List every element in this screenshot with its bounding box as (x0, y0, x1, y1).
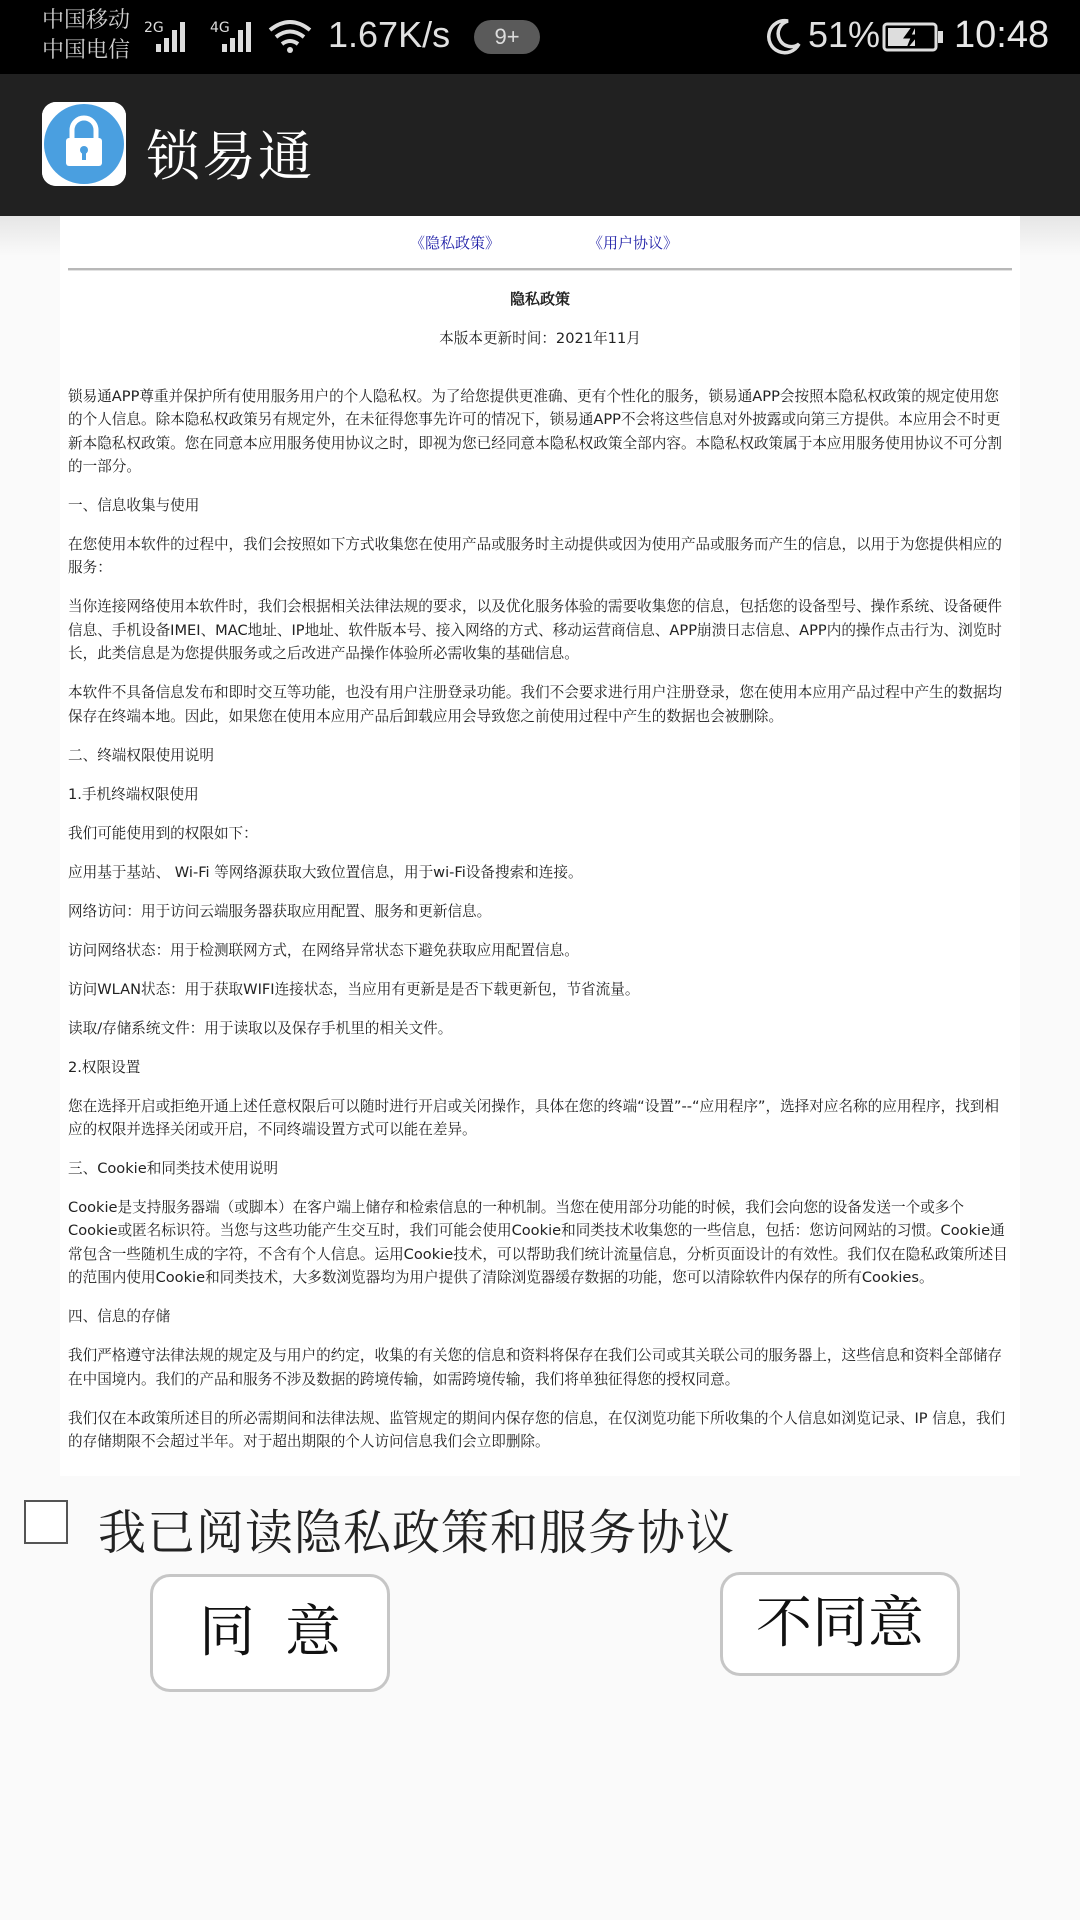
paragraph: 本软件不具备信息发布和即时交互等功能，也没有用户注册登录功能。我们不会要求进行用户注册登录，您在使用本应用产品过程中产生的数据均保存在终端本地。因此，如果您在使用本应用产品后卸载应用会导致您之前使用过程中产生的数据也会被删除。 (68, 684, 1003, 725)
document-updated: 本版本更新时间：2021年11月 (439, 330, 641, 348)
section-heading: 二、终端权限使用说明 (68, 746, 214, 764)
lock-icon (42, 102, 126, 186)
paragraph: 读取/存储系统文件：用于读取以及保存手机里的相关文件。 (68, 1019, 453, 1037)
privacy-document[interactable] (60, 216, 1020, 1476)
notification-count-badge: 9+ (474, 20, 540, 54)
clock: 10:48 (954, 14, 1050, 56)
paragraph: 我们可能使用到的权限如下： (68, 824, 258, 842)
paragraph: 应用基于基站、 Wi-Fi 等网络源获取大致位置信息，用于wi-Fi设备搜索和连接。 (68, 863, 583, 881)
user-agreement-link[interactable]: 《用户协议》 (588, 234, 679, 252)
document-title: 隐私政策 (509, 290, 570, 308)
carrier-1: 中国移动 (42, 8, 131, 33)
consent-label[interactable]: 我已阅读隐私政策和服务协议 (98, 1505, 736, 1561)
disagree-button[interactable]: 不同意 (720, 1572, 960, 1676)
subsection-heading: 1.手机终端权限使用 (68, 785, 199, 803)
paragraph: 在您使用本软件的过程中，我们会按照如下方式收集您在使用产品或服务时主动提供或因为使用产品或服务而产生的信息，以用于为您提供相应的服务： (68, 536, 1003, 577)
subsection-heading: 2.权限设置 (68, 1058, 141, 1076)
section-heading: 一、信息收集与使用 (68, 497, 200, 515)
app-bar (0, 74, 1080, 216)
privacy-policy-link[interactable]: 《隐私政策》 (410, 234, 501, 252)
carrier-2: 中国电信 (42, 38, 131, 63)
wifi-icon (270, 22, 310, 44)
divider (68, 268, 1012, 271)
signal-icons (142, 16, 312, 60)
agree-button[interactable]: 同意 (150, 1574, 390, 1692)
consent-checkbox[interactable] (24, 1500, 68, 1544)
paragraph: 锁易通APP尊重并保护所有使用服务用户的个人隐私权。为了给您提供更准确、更有个性化的服务，锁易通APP会按照本隐私权政策的规定使用您的个人信息。除本隐私权政策另有规定外，在未征得您事先许可的情况下，锁易通APP不会将这些信息对外披露或向第三方提供。本应用会不时更新本隐私权政策。您在同意本应用服务使用协议之时，即视为您已经同意本隐私权政策全部内容。本隐私权政策属于本应用服务使用协议不可分割的一部分。 (68, 387, 1003, 476)
paragraph: 网络访问：用于访问云端服务器获取应用配置、服务和更新信息。 (68, 902, 492, 920)
paragraph: 我们仅在本政策所述目的所必需期间和法律法规、监管规定的期间内保存您的信息，在仅浏览功能下所收集的个人信息如浏览记录、IP 信息，我们的存储期限不会超过半年。对于超出期限的个人访问信息我们会立即删除。 (68, 1409, 1006, 1451)
net-1-label: 2G (144, 20, 164, 36)
status-bar (0, 0, 1080, 74)
paragraph: Cookie是支持服务器端（或脚本）在客户端上储存和检索信息的一种机制。当您在使用部分功能的时候，我们会向您的设备发送一个或多个Cookie或匿名标识符。当您与这些功能产生交互时，我们可能会使用Cookie和同类技术收集您的一些信息，包括：您访问网站的习惯。Cookie通常包含一些随机生成的字符，不含有个人信息。运用Cookie技术，可以帮助我们统计流量信息，分析页面设计的有效性。我们仅在隐私政策所述目的范围内使用Cookie和同类技术，大多数浏览器均为用户提供了清除浏览器缓存数据的功能，您可以清除软件内保存的所有Cookies。 (68, 1199, 1008, 1287)
carrier-names (42, 6, 130, 66)
paragraph: 我们严格遵守法律法规的规定及与用户的约定，收集的有关您的信息和资料将保存在我们公司或其关联公司的服务器上，这些信息和资料全部储存在中国境内。我们的产品和服务不涉及数据的跨境传输，如需跨境传输，我们将单独征得您的授权同意。 (68, 1347, 1003, 1388)
moon-icon (764, 18, 802, 60)
section-heading: 三、Cookie和同类技术使用说明 (68, 1160, 279, 1178)
doc-links (60, 232, 1020, 264)
paragraph: 您在选择开启或拒绝开通上述任意权限后可以随时进行开启或关闭操作，具体在您的终端“设置”--“应用程序”，选择对应名称的应用程序，找到相应的权限并选择关闭或开启，不同终端设置方式可以能在差异。 (68, 1097, 999, 1139)
network-speed: 1.67K/s (328, 14, 451, 55)
section-heading: 四、信息的存储 (68, 1308, 171, 1326)
paragraph: 当你连接网络使用本软件时，我们会根据相关法律法规的要求，以及优化服务体验的需要收集您的信息，包括您的设备型号、操作系统、设备硬件信息、手机设备IMEI、MAC地址、IP地址、软件版本号、接入网络的方式、移动运营商信息、APP崩溃日志信息、APP内的操作点击行为、浏览时长，此类信息是为您提供服务或之后改进产品操作体验所必需收集的基础信息。 (68, 598, 1003, 663)
document-body (68, 288, 1012, 1469)
battery-percent: 51% (808, 14, 881, 55)
paragraph: 访问WLAN状态：用于获取WIFI连接状态，当应用有更新是是否下载更新包，节省流量。 (68, 980, 640, 998)
cell-signal-icon (142, 16, 312, 56)
app-title: 锁易通 (146, 125, 314, 188)
paragraph: 访问网络状态：用于检测联网方式，在网络异常状态下避免获取应用配置信息。 (68, 941, 579, 959)
battery-charging-icon (882, 22, 946, 56)
net-2-label: 4G (210, 20, 230, 36)
